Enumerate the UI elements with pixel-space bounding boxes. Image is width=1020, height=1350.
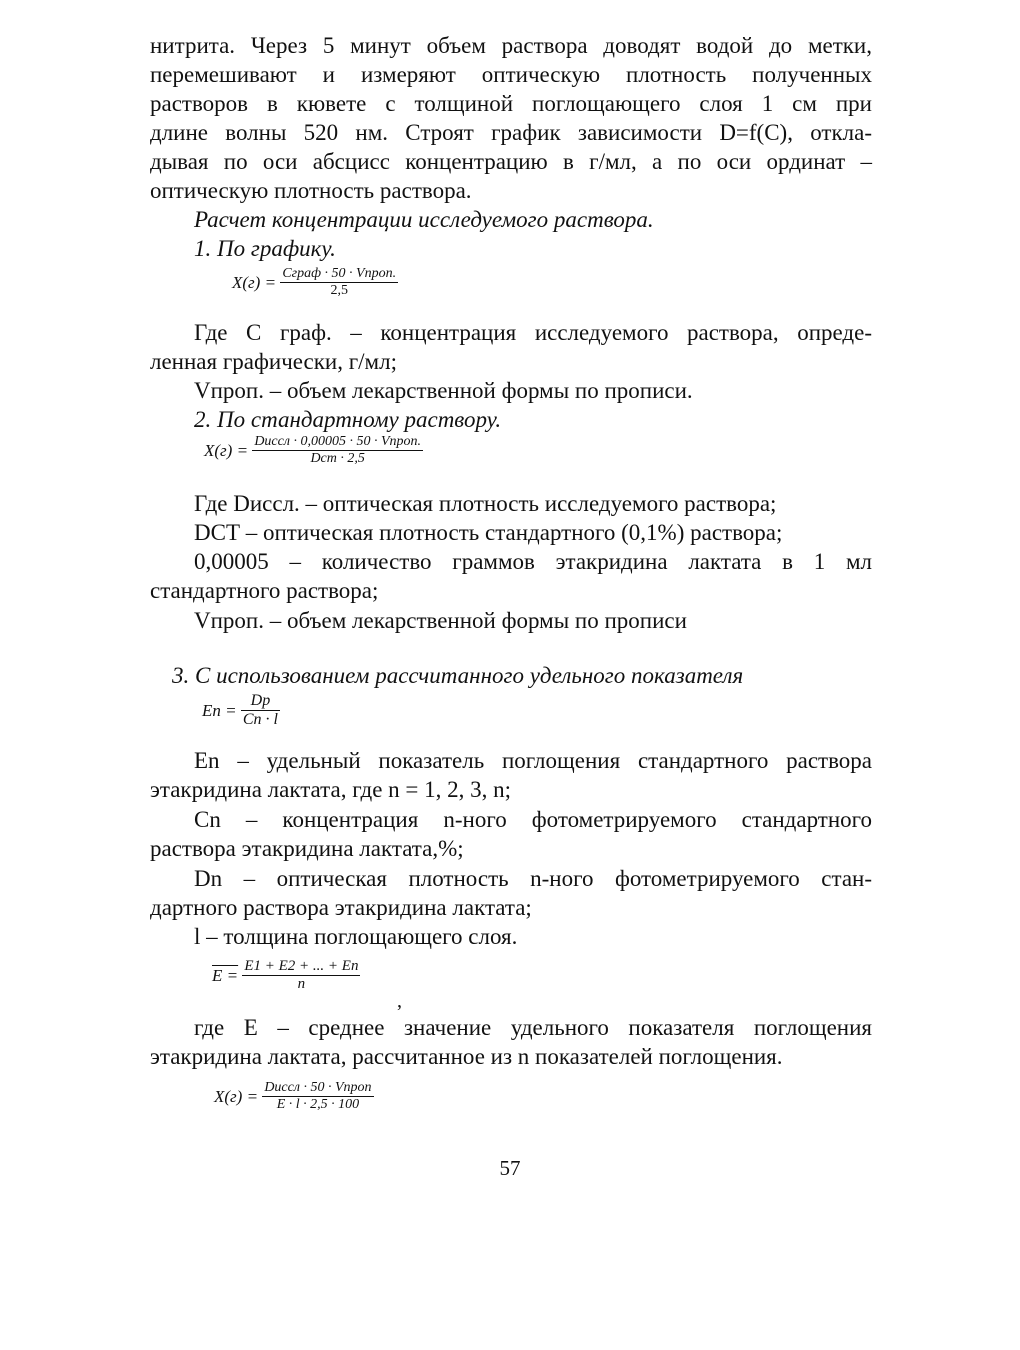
- text-line: l – толщина поглощающего слоя.: [194, 924, 518, 949]
- text-line: раствора этакридина лактата,%;: [150, 836, 464, 861]
- text-line: оптическую плотность раствора.: [150, 178, 472, 203]
- section-heading: Расчет концентрации исследуемого раствора.: [194, 207, 654, 232]
- formula-comma: ,: [397, 990, 402, 1012]
- method-heading: 3. С использованием рассчитанного удельного показателя: [172, 663, 744, 688]
- formula-4: [212, 958, 360, 994]
- text-line: Где Dиссл. – оптическая плотность исследуемого раствора;: [194, 491, 777, 516]
- formula-denominator: 2,5: [330, 283, 348, 299]
- formula-lhs: X(г) =: [232, 272, 277, 292]
- text-line: этакридина лактата, где n = 1, 2, 3, n;: [150, 777, 512, 802]
- text-line: где E – среднее значение удельного показателя поглощения: [194, 1015, 872, 1040]
- text-line: стандартного раствора;: [150, 578, 379, 603]
- method-heading: 1. По графику.: [194, 236, 336, 261]
- formula-numerator: Dиссл · 50 · Vпроп: [262, 1080, 373, 1097]
- text-line: Vпроп. – объем лекарственной формы по прописи.: [194, 378, 693, 403]
- text-line: En – удельный показатель поглощения стандартного раствора: [194, 748, 872, 773]
- formula-3: [202, 692, 280, 730]
- formula-2: [204, 434, 423, 467]
- text-line: нитрита. Через 5 минут объем раствора доводят водой до метки,: [150, 33, 872, 58]
- formula-numerator: E1 + E2 + ... + En: [242, 958, 360, 976]
- formula-numerator: Cграф · 50 · Vпроп.: [280, 266, 398, 283]
- formula-5: [214, 1080, 374, 1113]
- text-line: Vпроп. – объем лекарственной формы по прописи: [194, 608, 687, 633]
- text-line: ленная графически, г/мл;: [150, 349, 397, 374]
- text-line: этакридина лактата, рассчитанное из n показателей поглощения.: [150, 1044, 783, 1069]
- formula-lhs: E =: [212, 965, 239, 985]
- text-line: перемешивают и измеряют оптическую плотность полученных: [150, 62, 872, 87]
- text-line: растворов в кювете с толщиной поглощающего слоя 1 см при: [150, 91, 872, 116]
- formula-denominator: Cn · l: [242, 711, 278, 729]
- formula-lhs: En =: [202, 700, 237, 720]
- formula-lhs: X(г) =: [204, 440, 249, 460]
- page-number: 57: [499, 1156, 521, 1180]
- formula-denominator: E · l · 2,5 · 100: [276, 1097, 360, 1113]
- formula-1: [232, 266, 398, 299]
- formula-denominator: n: [297, 976, 306, 993]
- text-line: Где С граф. – концентрация исследуемого раствора, опреде-: [194, 320, 872, 345]
- formula-denominator: Dст · 2,5: [310, 451, 365, 467]
- formula-numerator: Dр: [241, 692, 280, 711]
- text-line: дывая по оси абсцисс концентрацию в г/мл, а по оси ординат –: [150, 149, 872, 174]
- text-line: Cn – концентрация n-ного фотометрируемого стандартного: [194, 807, 872, 832]
- formula-numerator: Dиссл · 0,00005 · 50 · Vпроп.: [252, 434, 423, 451]
- method-heading: 2. По стандартному раствору.: [194, 407, 502, 432]
- text-line: DСТ – оптическая плотность стандартного (0,1%) раствора;: [194, 520, 783, 545]
- text-line: дартного раствора этакридина лактата;: [150, 895, 532, 920]
- formula-lhs: X(г) =: [214, 1086, 259, 1106]
- text-line: длине волны 520 нм. Строят график зависимости D=f(C), откла-: [150, 120, 872, 145]
- text-line: Dn – оптическая плотность n-ного фотометрируемого стан-: [194, 866, 872, 891]
- text-line: 0,00005 – количество граммов этакридина лактата в 1 мл: [194, 549, 872, 574]
